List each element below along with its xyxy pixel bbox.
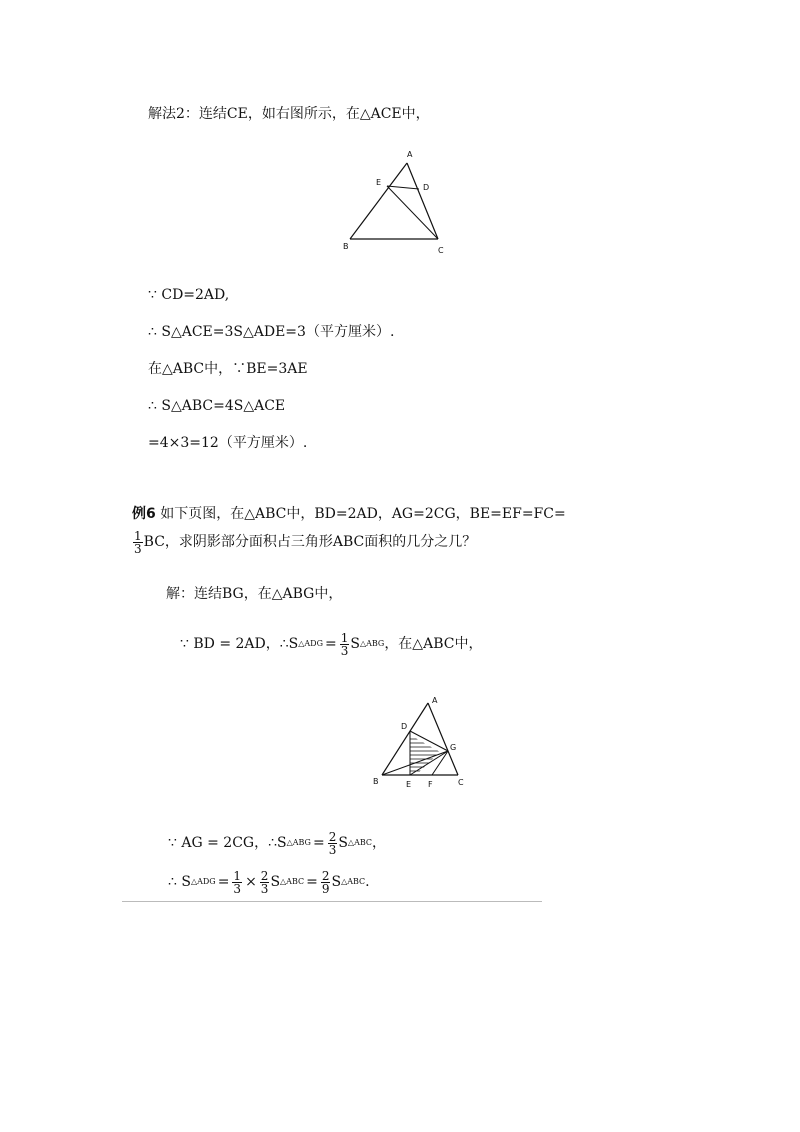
sol3-fraction-1: $\frac{1}{3}$ <box>233 868 242 896</box>
fig2-segment-dg <box>410 731 448 751</box>
example6-solution-intro: 解：连结BG，在△ABG中， <box>166 586 343 602</box>
method2-line-2: ∴ S△ACE=3S△ADE=3（平方厘米）. <box>148 324 395 340</box>
fig2-edge-ac <box>428 703 458 775</box>
fig1-label-a: A <box>407 150 413 159</box>
method2-line-4: ∴ S△ABC=4S△ACE <box>148 398 286 414</box>
fig1-segment-ec <box>387 186 438 239</box>
sol3-fraction-3: $\frac{2}{9}$ <box>321 868 330 896</box>
fig1-label-e: E <box>376 178 382 187</box>
fig2-label-g: G <box>450 743 457 752</box>
example6-problem-line-1 <box>132 505 566 523</box>
example6-text-1: 如下页图，在△ABC中，BD=2AD，AG=2CG，BE=EF=FC= <box>160 506 566 522</box>
fig1-edge-ab <box>350 163 407 239</box>
fig2-label-d: D <box>401 722 408 731</box>
bottom-divider <box>122 901 542 902</box>
example6-solution-line-2: ∵ AG = 2CG，∴S △ABG = $\frac{2}{3}$ S △ABC ， <box>168 829 386 857</box>
example6-solution-line-1: ∵ BD = 2AD，∴S △ADG = $\frac{1}{3}$ S △ABG ，在△ABC中， <box>180 630 483 658</box>
sol3-fraction-2: $\frac{2}{3}$ <box>260 868 269 896</box>
sol1-fraction: $\frac{1}{3}$ <box>340 630 349 658</box>
example6-solution-line-3: ∴ S △ADG = $\frac{1}{3}$ × $\frac{2}{3}$ S △ABC = $\frac{2}{9}$ S △ABC . <box>168 868 370 896</box>
method2-line-3: 在△ABC中，∵BE=3AE <box>148 361 308 377</box>
figure-1-triangle <box>335 145 455 260</box>
figure-2-shaded-triangle <box>370 693 480 795</box>
method2-line-1: ∵ CD=2AD, <box>148 287 230 303</box>
fig2-label-b: B <box>373 777 379 786</box>
example6-fraction-one-third: $\frac{1}{3}$ <box>134 528 142 556</box>
fig1-segment-ed <box>387 186 419 189</box>
example6-text-2: BC，求阴影部分面积占三角形ABC面积的几分之几？ <box>143 534 477 550</box>
method2-heading: 解法2：连结CE，如右图所示，在△ACE中， <box>148 106 430 122</box>
fig2-label-f: F <box>428 780 433 789</box>
fig2-label-c: C <box>458 778 464 787</box>
example6-problem-line-2 <box>132 524 476 560</box>
fig1-label-d: D <box>423 183 430 192</box>
fig1-edge-ac <box>407 163 438 239</box>
sol2-fraction: $\frac{2}{3}$ <box>328 829 337 857</box>
fig2-segment-fg <box>432 751 448 775</box>
fig1-label-c: C <box>438 246 444 255</box>
example6-label: 例6 <box>132 506 156 522</box>
fig2-edge-ab <box>382 703 428 775</box>
method2-line-5: =4×3=12（平方厘米）. <box>148 435 308 451</box>
fig2-label-e: E <box>406 780 412 789</box>
fig1-label-b: B <box>343 242 349 251</box>
fig2-label-a: A <box>432 696 438 705</box>
